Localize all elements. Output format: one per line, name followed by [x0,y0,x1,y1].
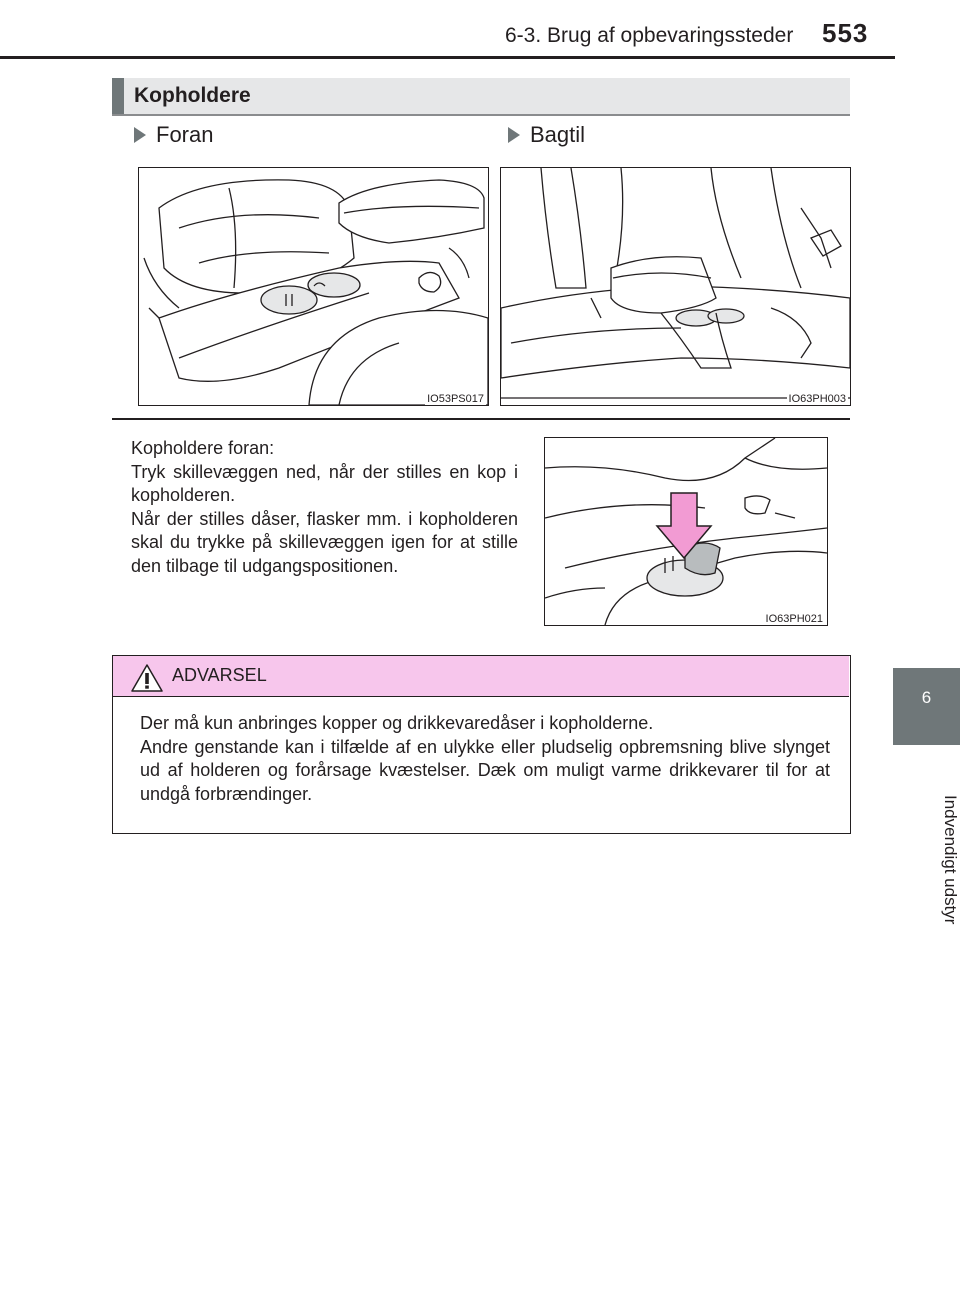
page-number: 553 [822,18,869,48]
body-paragraph: Kopholdere foran: [131,438,275,458]
body-paragraph: Tryk skillevæggen ned, når der stilles en kop i kopholderen. [131,461,518,505]
section-title: Kopholdere [134,84,251,107]
figure-code-divider: IO63PH021 [765,613,823,625]
warning-paragraph: Der må kun anbringes kopper og drikkevaredåser i kopholderne. [140,713,654,733]
front-console-illustration [139,168,488,405]
figure-code-front: IO53PS017 [427,393,484,405]
figure-front-cupholder [138,167,489,406]
body-text [131,437,518,578]
label-rear [508,122,585,148]
body-paragraph: Når der stilles dåser, flasker mm. i kopholderen skal du trykke på skillevæggen igen for at stille den tilbage til udgangspositionen. [131,508,518,576]
triangle-bullet-icon [508,127,520,143]
figure-rear-cupholder [500,167,851,406]
rear-seat-illustration [501,168,850,405]
warning-triangle-icon [131,664,163,692]
warning-paragraph: Andre genstande kan i tilfælde af en ulykke eller pludselig opbremsning blive slynget ud af holderen og forårsage kvæstelser. Dæk om muligt varme drikkevarer til for at undgå forbrændinger. [140,736,830,804]
figure-code-rear: IO63PH003 [788,393,846,405]
section-heading-bar [112,78,124,114]
running-header-section: 6-3. Brug af opbevaringssteder [505,24,794,47]
warning-body [140,712,830,806]
warning-title: ADVARSEL [172,665,267,685]
label-front-text: Foran [156,122,214,147]
figure-divider-press [544,437,828,626]
chapter-number: 6 [921,688,932,707]
triangle-bullet-icon [134,127,146,143]
chapter-title: Indvendigt udstyr [941,795,960,925]
header-rule [0,56,895,59]
content-divider [112,418,850,420]
label-rear-text: Bagtil [530,122,586,147]
divider-press-illustration [545,438,827,625]
label-front [134,122,213,148]
section-rule [112,114,850,116]
